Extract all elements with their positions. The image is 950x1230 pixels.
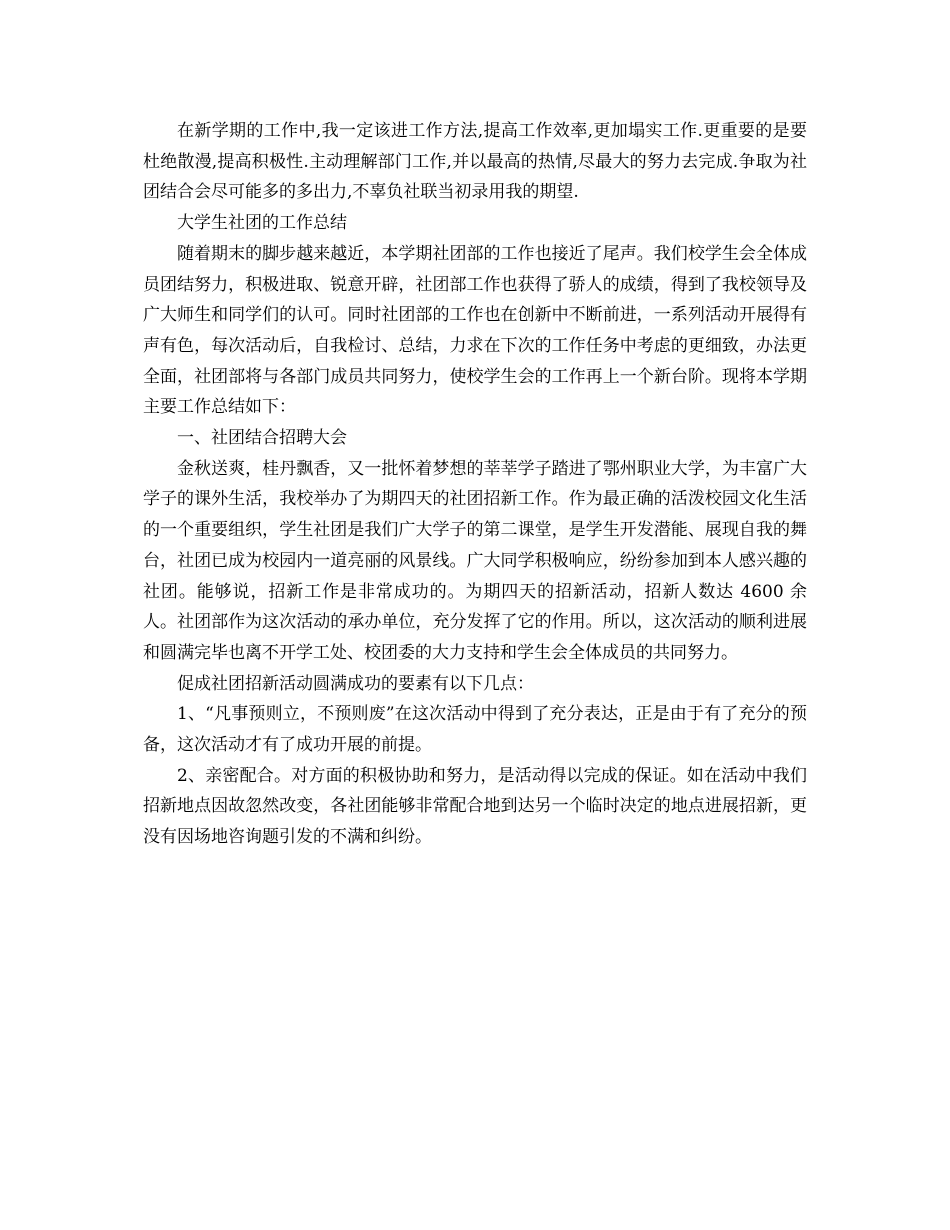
list-item-preparation: 1、“凡事预则立，不预则废”在这次活动中得到了充分表达，正是由于有了充分的预备，这次活动才有了成功开展的前提。 <box>143 704 807 756</box>
paragraph-semester-overview: 随着期末的脚步越来越近，本学期社团部的工作也接近了尾声。我们校学生会全体成员团结努力，积极进取、锐意开辟，社团部工作也获得了骄人的成绩，得到了我校领导及广大师生和同学们的认可。同时社团部的工作也在创新中不断前进，一系列活动开展得有声有色，每次活动后，自我检讨、总结，力求在下次的工作任务中考虑的更细致，办法更全面，社团部将与各部门成员共同努力，使校学生会的工作再上一个新台阶。现将本学期主要工作总结如下： <box>143 243 807 418</box>
paragraph-new-semester-plan: 在新学期的工作中,我一定该进工作方法,提高工作效率,更加塌实工作.更重要的是要杜绝散漫,提高积极性.主动理解部门工作,并以最高的热情,尽最大的努力去完成.争取为社团结合会尽可能多的多出力,不辜负社联当初录用我的期望. <box>143 121 807 203</box>
paragraph-success-factors-intro: 促成社团招新活动圆满成功的要素有以下几点： <box>177 673 534 694</box>
section-heading-recruitment-fair: 一、社团结合招聘大会 <box>177 428 347 449</box>
list-item-cooperation: 2、亲密配合。对方面的积极协助和努力，是活动得以完成的保证。如在活动中我们招新地点因故忽然改变，各社团能够非常配合地到达另一个临时决定的地点进展招新，更没有因场地咨询题引发的不满和纠纷。 <box>143 765 807 848</box>
document-body <box>143 116 807 853</box>
paragraph-recruitment-details: 金秋送爽，桂丹飘香，又一批怀着梦想的莘莘学子踏进了鄂州职业大学，为丰富广大学子的课外生活，我校举办了为期四天的社团招新工作。作为最正确的活泼校园文化生活的一个重要组织，学生社团是我们广大学子的第二课堂，是学生开发潜能、展现自我的舞台，社团已成为校园内一道亮丽的风景线。广大同学积极响应，纷纷参加到本人感兴趣的社团。能够说，招新工作是非常成功的。为期四天的招新活动，招新人数达 4600 余人。社团部作为这次活动的承办单位，充分发挥了它的作用。所以，这次活动的顺利进展和圆满完毕也离不开学工处、校团委的大力支持和学生会全体成员的共同努力。 <box>143 458 807 663</box>
section-title-club-work-summary: 大学生社团的工作总结 <box>177 213 347 234</box>
